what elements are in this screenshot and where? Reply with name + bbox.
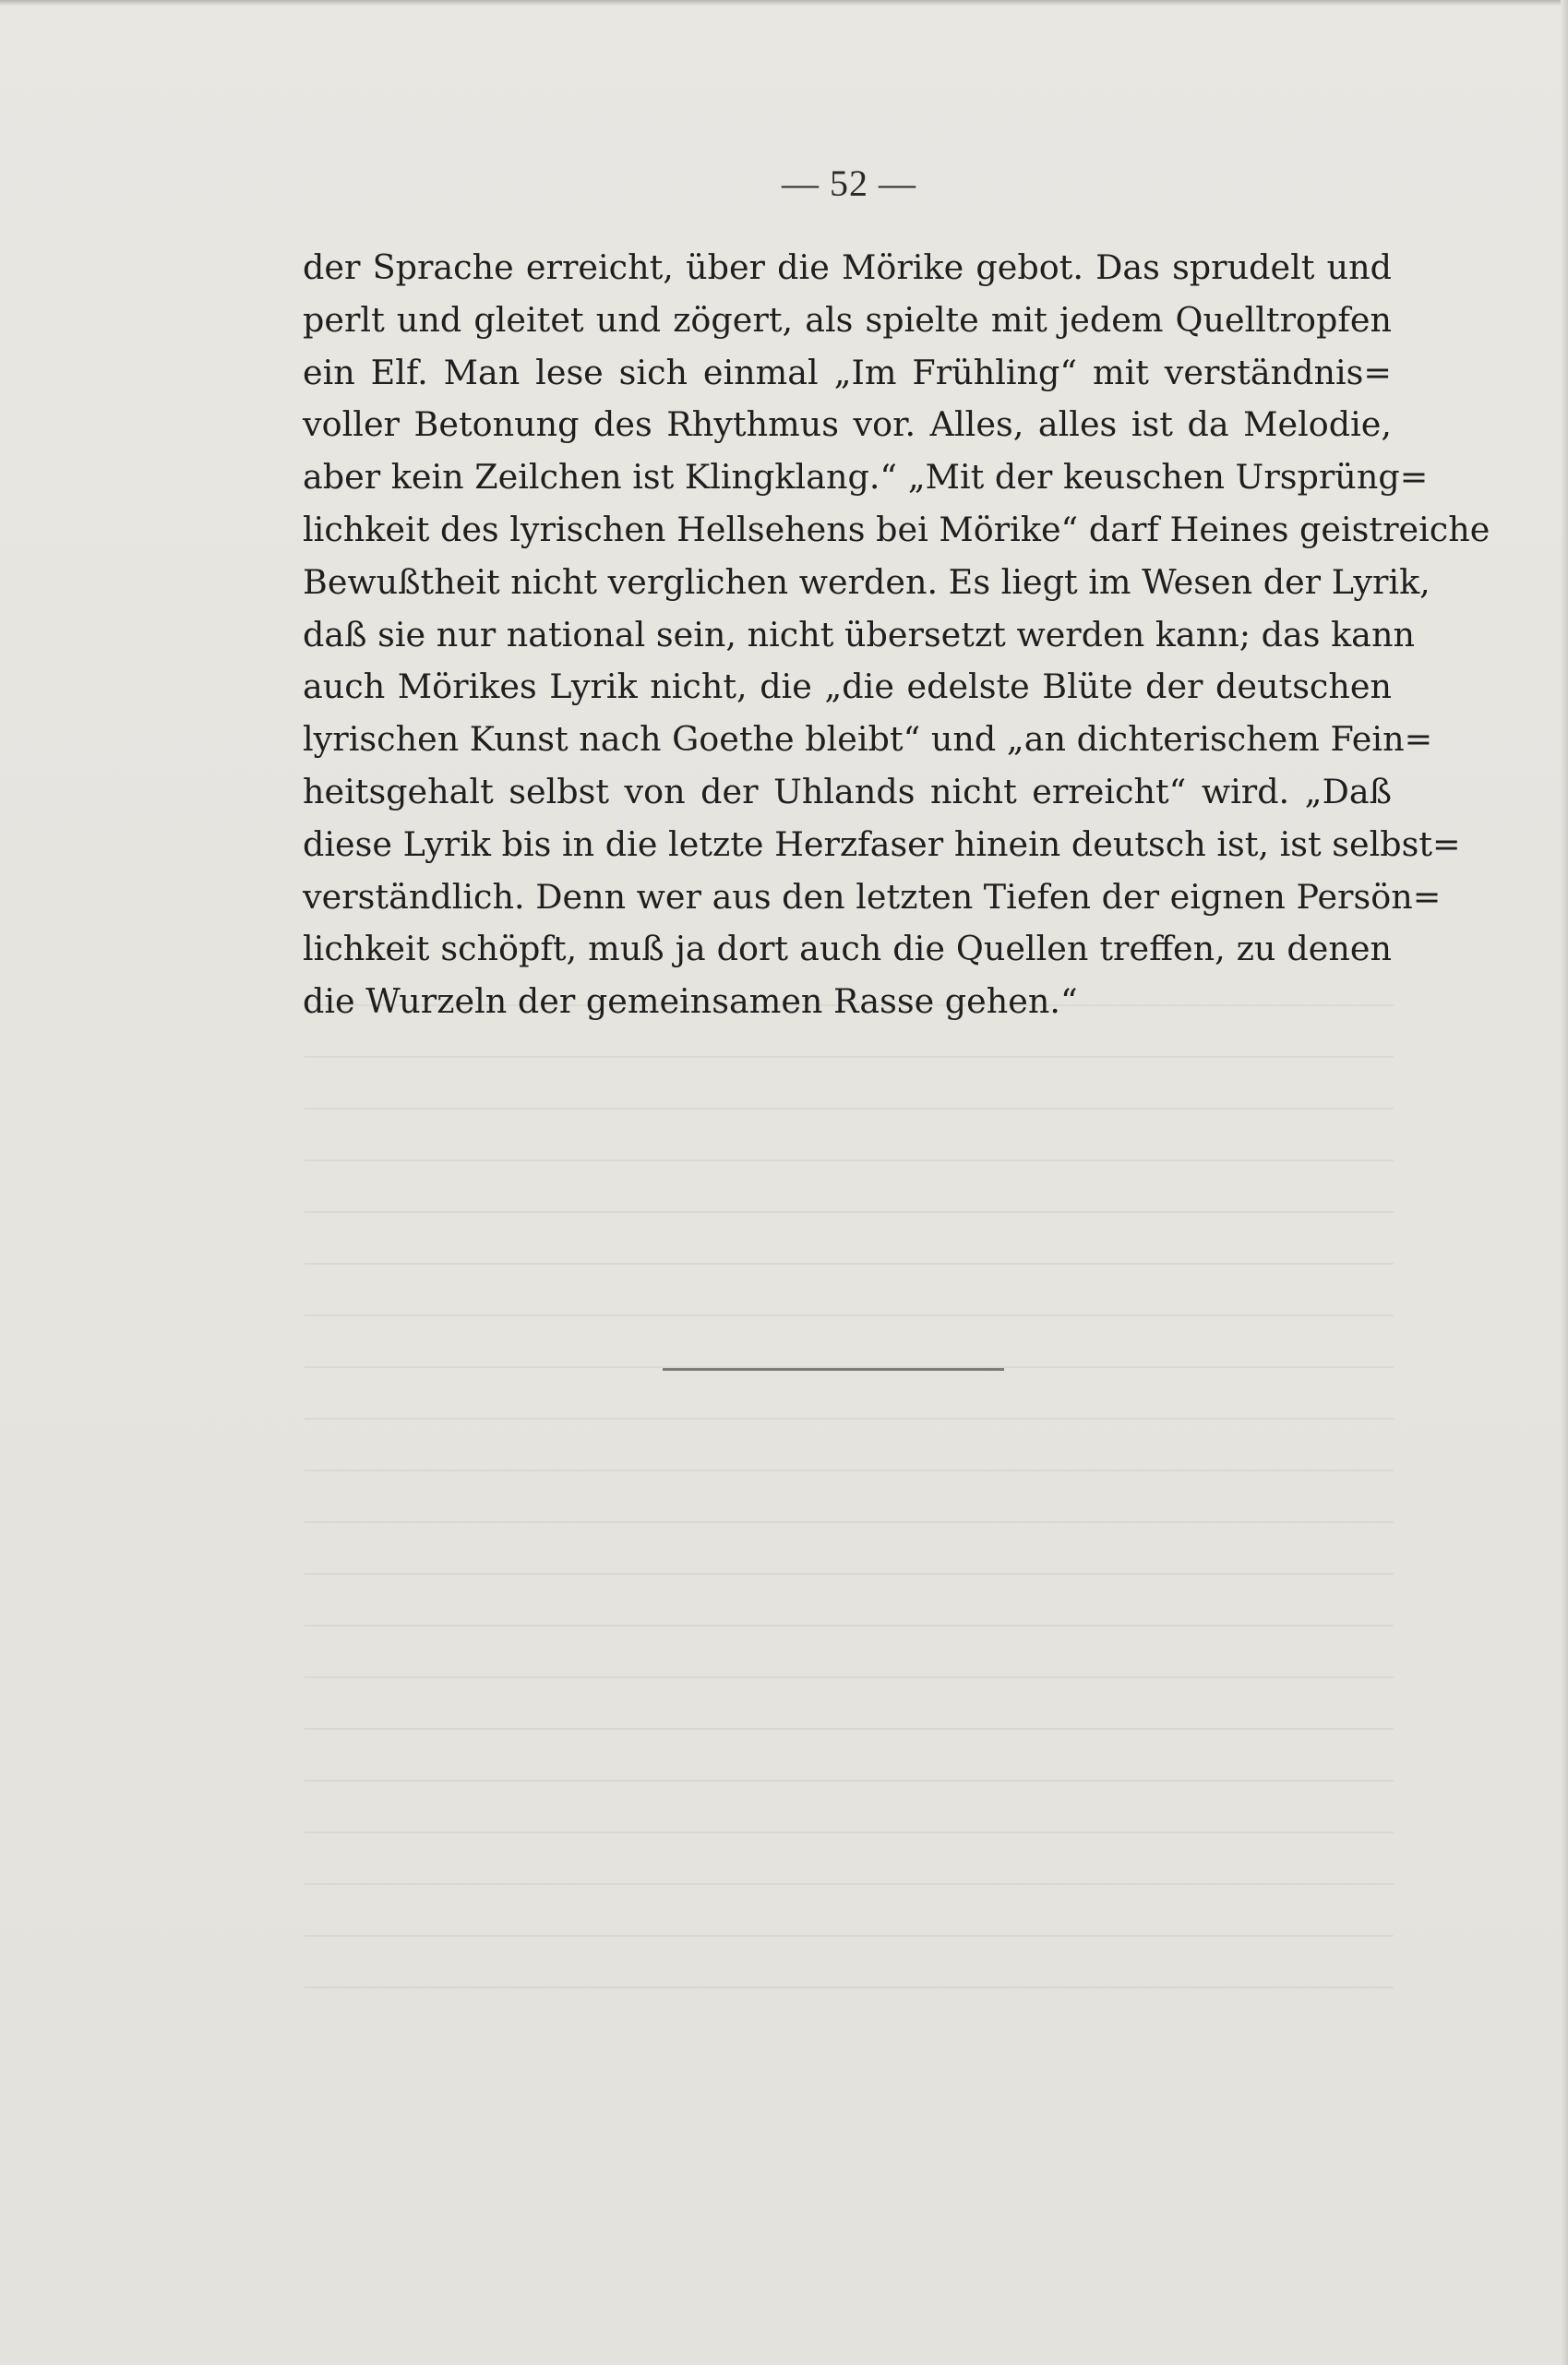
text-line: aber kein Zeilchen ist Klingklang.“ „Mit der keuschen Ursprüng=	[303, 457, 1429, 498]
page-top-edge-shadow	[0, 0, 1568, 6]
section-divider-rule	[663, 1368, 1004, 1371]
text-line-last: die Wurzeln der gemeinsamen Rasse gehen.“	[303, 981, 1078, 1022]
text-line: diese Lyrik bis in die letzte Herzfaser hinein deutsch ist, ist selbst=	[303, 823, 1461, 864]
text-line: auch Mörikes Lyrik nicht, die „die edelste Blüte der deutschen	[303, 666, 1392, 707]
text-line: daß sie nur national sein, nicht übersetzt werden kann; das kann	[303, 614, 1415, 654]
text-line: perlt und gleitet und zögert, als spielte mit jedem Quelltropfen	[303, 299, 1392, 340]
page-right-edge-shadow	[1561, 0, 1568, 2365]
page-number: — 52 —	[782, 162, 916, 204]
text-line: der Sprache erreicht, über die Mörike gebot. Das sprudelt und	[303, 247, 1392, 287]
body-paragraph	[303, 242, 1490, 1028]
show-through-from-reverse-page	[305, 969, 1394, 2031]
text-line: voller Betonung des Rhythmus vor. Alles, alles ist da Melodie,	[303, 404, 1392, 445]
text-line: Bewußtheit nicht verglichen werden. Es liegt im Wesen der Lyrik,	[303, 561, 1430, 602]
text-line: heitsgehalt selbst von der Uhlands nicht erreicht“ wird. „Daß	[303, 771, 1392, 811]
text-line: lichkeit schöpft, muß ja dort auch die Quellen treffen, zu denen	[303, 929, 1392, 969]
text-line: lichkeit des lyrischen Hellsehens bei Mörike“ darf Heines geistreiche	[303, 509, 1490, 549]
text-line: lyrischen Kunst nach Goethe bleibt“ und „an dichterischem Fein=	[303, 719, 1433, 760]
text-line: ein Elf. Man lese sich einmal „Im Frühling“ mit verständnis=	[303, 352, 1392, 392]
text-line: verständlich. Denn wer aus den letzten Tiefen der eignen Persön=	[303, 876, 1442, 917]
